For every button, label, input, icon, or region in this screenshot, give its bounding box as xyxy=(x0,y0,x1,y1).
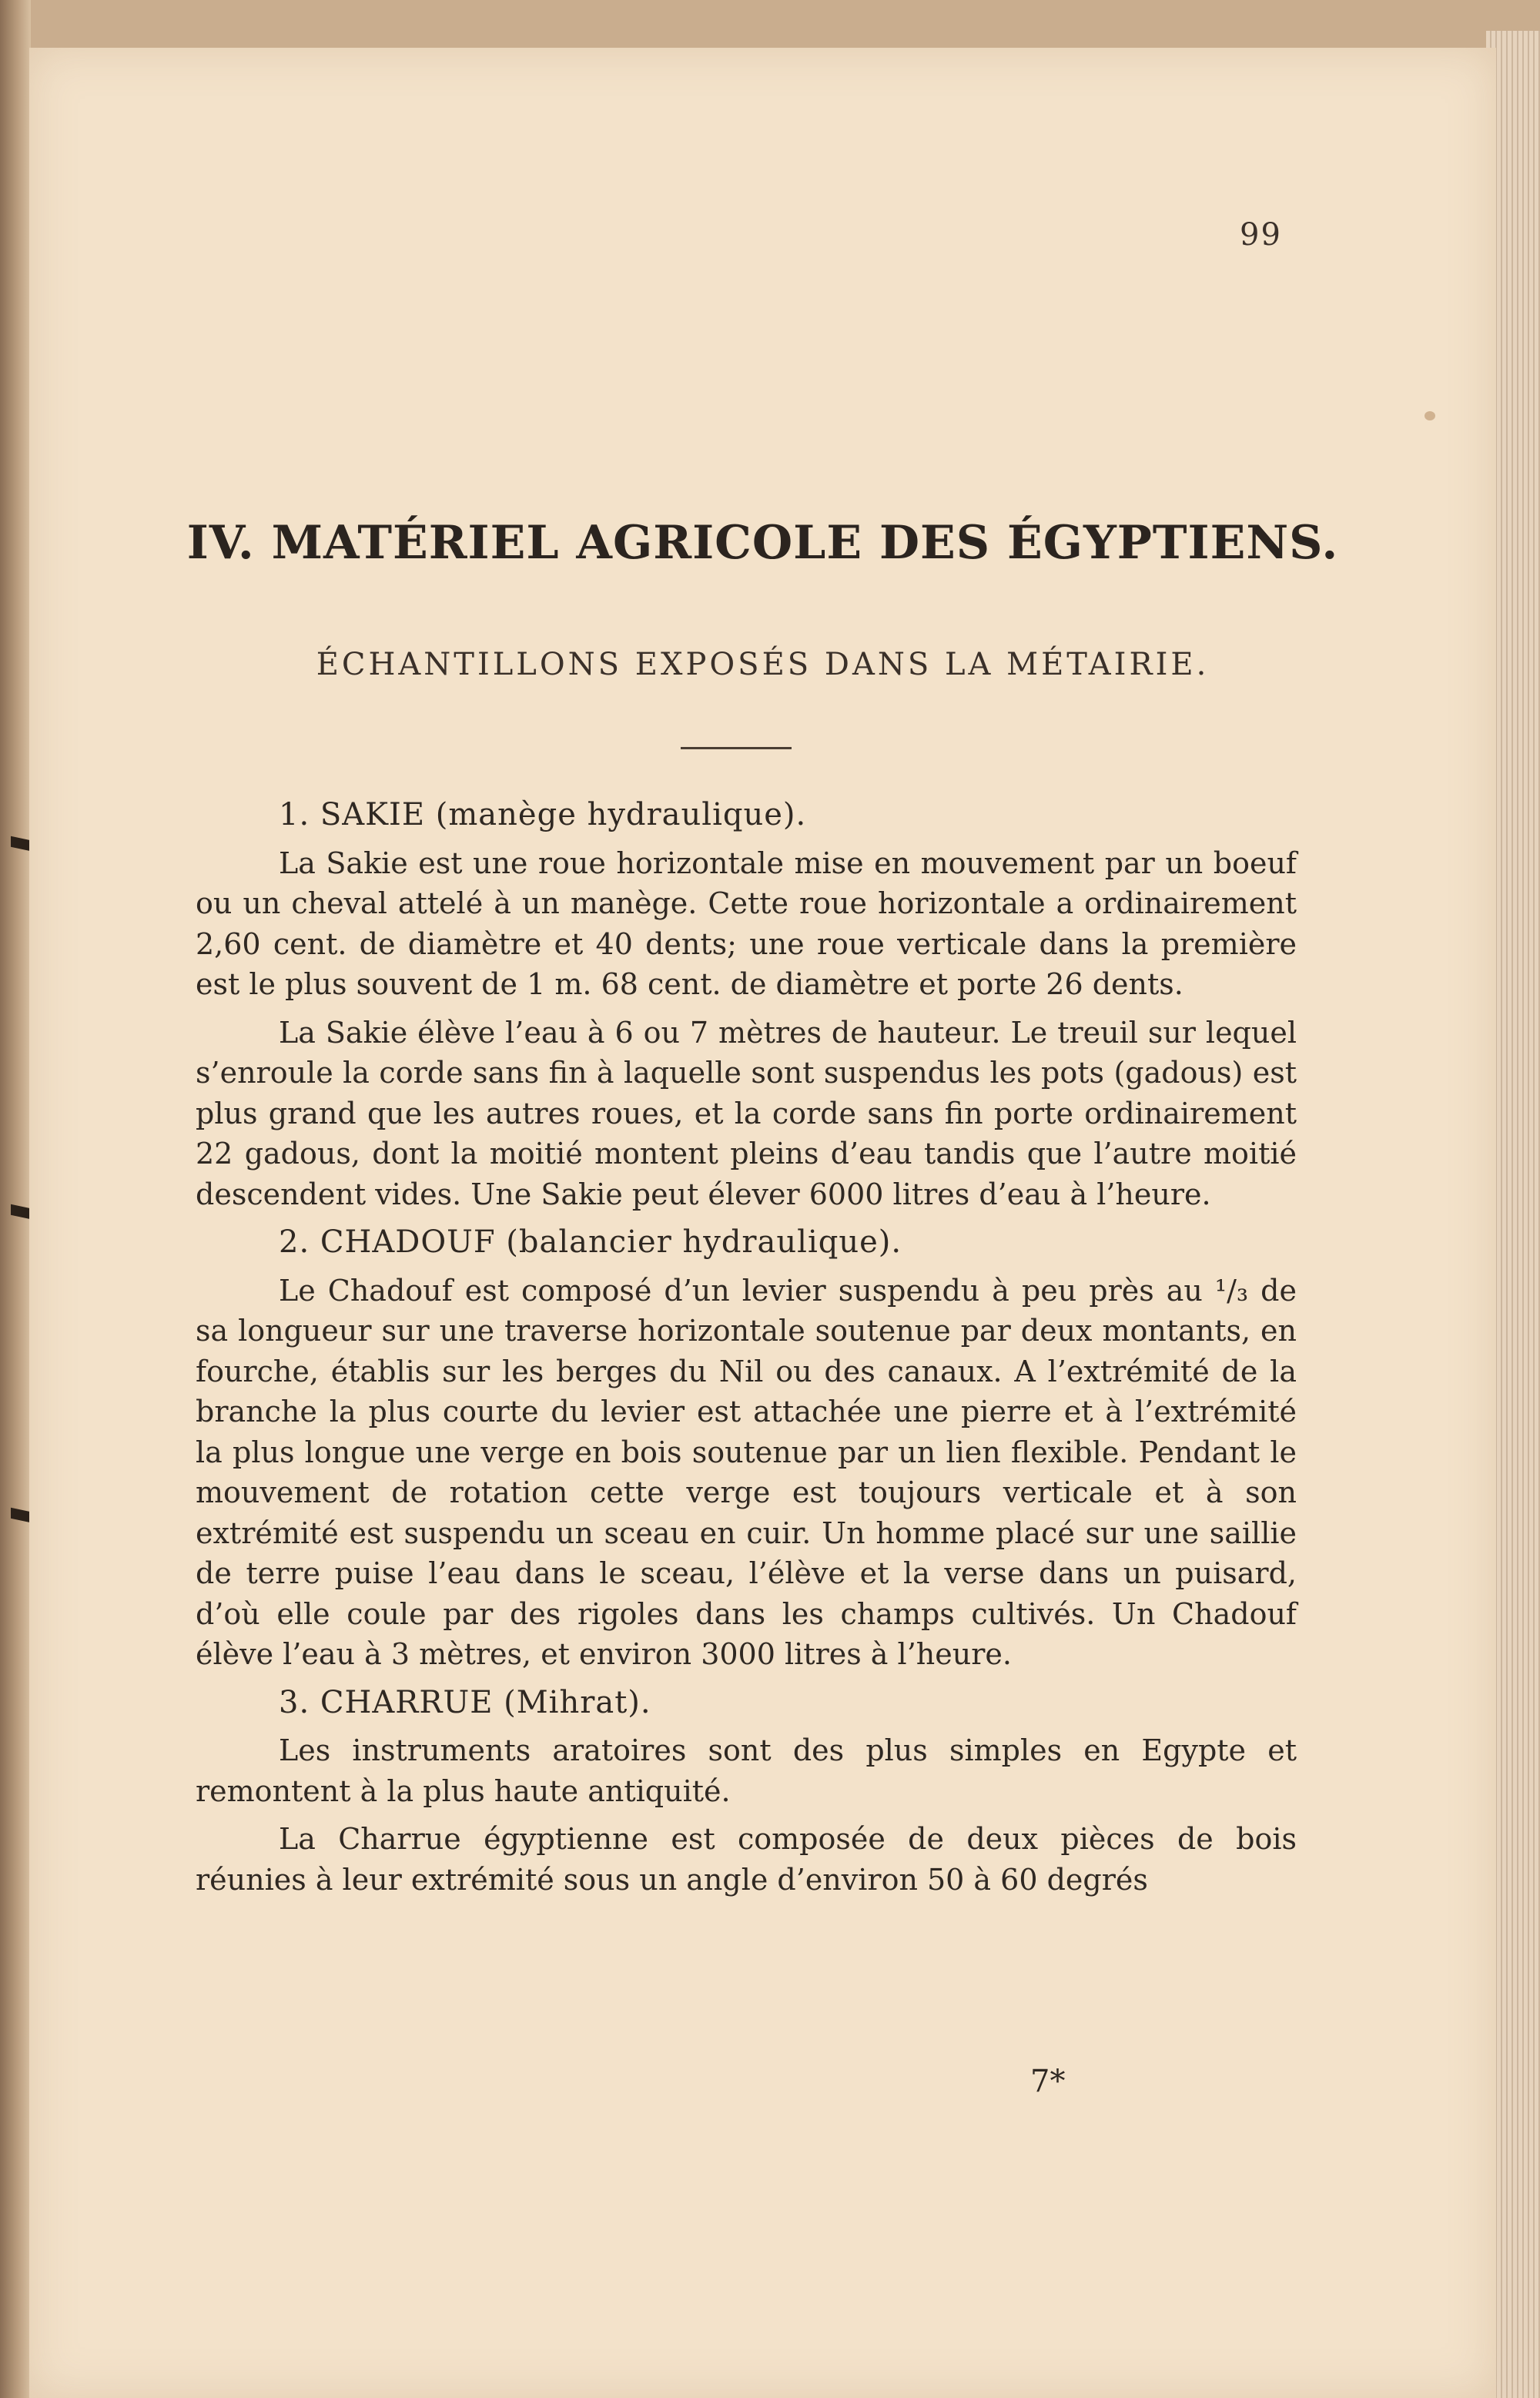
paragraph: La Charrue égyptienne est composée de deux pièces de bois réunies à leur extrémité sous un angle d’environ 50 à 60 degrés xyxy=(196,1822,1297,1897)
book-binding xyxy=(0,0,31,2398)
paragraph: Les instruments aratoires sont des plus simples en Egypte et remontent à la plus haute antiquité. xyxy=(196,1733,1297,1808)
body-text xyxy=(196,790,1297,1907)
section-title: IV. MATÉRIEL AGRICOLE DES ÉGYPTIENS. xyxy=(186,516,1339,570)
page-number: 99 xyxy=(1240,217,1282,253)
paragraph: Le Chadouf est composé d’un levier suspendu à peu près au ¹/₃ de sa longueur sur une traverse horizontale soutenue par deux montants, en fourche, établis sur les berges du Nil ou des canaux. A l’extrémité de la branche la plus courte du levier est attachée une pierre et à l’extrémité la plus longue une verge en bois soutenue par un lien flexible. Pendant le mouvement de rotation cette verge est toujours verticale et à son extrémité est suspendu un sceau en cuir. Un homme placé sur une saillie de terre puise l’eau dans le sceau, l’élève et la verse dans un puisard, d’où elle coule par des rigoles dans les champs cultivés. Un Chadouf élève l’eau à 3 mètres, et environ 3000 litres à l’heure. xyxy=(196,1273,1297,1671)
item-heading-charrue: 3. CHARRUE (Mihrat). xyxy=(279,1684,651,1720)
paragraph: La Sakie élève l’eau à 6 ou 7 mètres de hauteur. Le treuil sur lequel s’enroule la corde sans fin à laquelle sont suspendus les pots (gadous) est plus grand que les autres roues, et la corde sans fin porte ordinairement 22 gadous, dont la moitié montent pleins d’eau tandis que l’autre moitié descendent vides. Une Sakie peut élever 6000 litres d’eau à l’heure. xyxy=(196,1015,1297,1211)
book-page xyxy=(29,48,1496,2398)
section-subtitle: ÉCHANTILLONS EXPOSÉS DANS LA MÉTAIRIE. xyxy=(316,647,1210,682)
divider-rule xyxy=(681,747,792,749)
signature-mark: 7* xyxy=(1030,2064,1066,2099)
paragraph: La Sakie est une roue horizontale mise en mouvement par un boeuf ou un cheval attelé à un manège. Cette roue horizontale a ordinairement 2,60 cent. de diamètre et 40 dents; une roue verticale dans la première est le plus souvent de 1 m. 68 cent. de diamètre et porte 26 dents. xyxy=(196,846,1297,1001)
paper-stain xyxy=(1424,411,1435,420)
item-heading-chadouf: 2. CHADOUF (balancier hydraulique). xyxy=(279,1224,902,1260)
item-heading-sakie: 1. SAKIE (manège hydraulique). xyxy=(279,797,807,832)
